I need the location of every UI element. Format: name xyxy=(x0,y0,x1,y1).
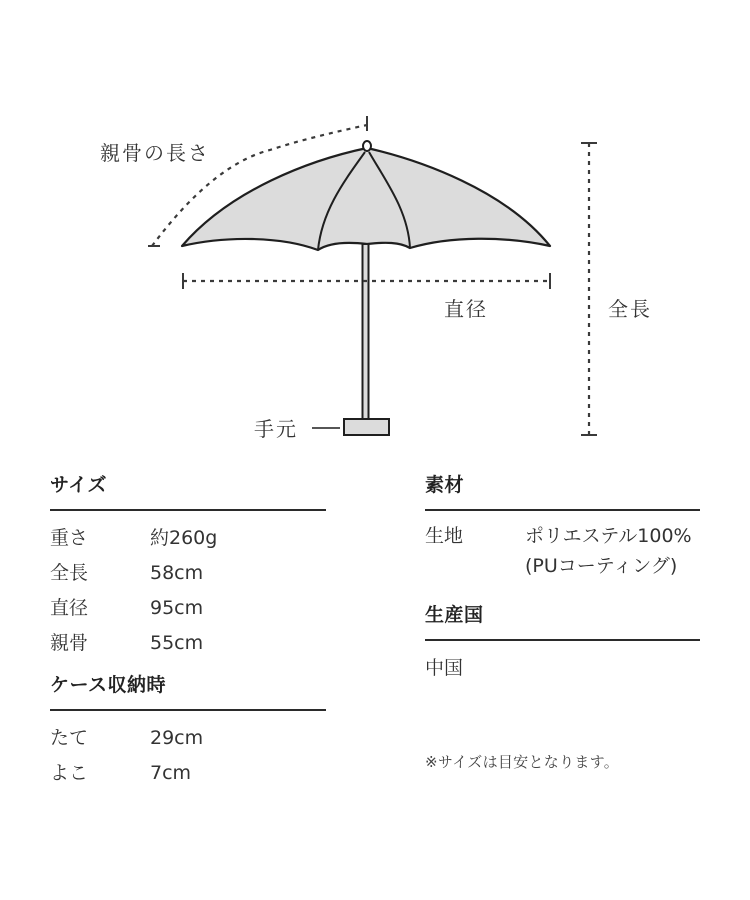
spec-value: 約260g xyxy=(150,527,218,549)
rib-length-label: 親骨の長さ xyxy=(100,141,210,165)
spec-value: 55cm xyxy=(150,632,204,654)
umbrella-shaft xyxy=(363,244,369,420)
spec-key: たて xyxy=(50,727,89,749)
case-section xyxy=(50,670,326,791)
size-section xyxy=(50,470,326,661)
fabric-value-line1: ポリエステル100% xyxy=(525,525,692,547)
fabric-value-line2: (PUコーティング) xyxy=(525,555,678,577)
spec-value: 95cm xyxy=(150,597,204,619)
spec-row-rib xyxy=(50,626,326,661)
case-section-title: ケース収納時 xyxy=(50,670,326,711)
umbrella-handle xyxy=(344,419,389,435)
spec-row-weight xyxy=(50,521,326,556)
spec-key: よこ xyxy=(50,762,89,784)
spec-key: 直径 xyxy=(50,597,89,619)
spec-key: 親骨 xyxy=(50,632,89,654)
spec-row-fabric xyxy=(425,521,700,581)
spec-row-origin xyxy=(425,651,700,686)
spec-row-case-width xyxy=(50,756,326,791)
material-section xyxy=(425,470,700,581)
spec-value xyxy=(525,521,700,581)
origin-section xyxy=(425,600,700,686)
diameter-label: 直径 xyxy=(444,297,488,321)
umbrella-tip xyxy=(363,141,371,151)
size-note: ※サイズは目安となります。 xyxy=(425,753,620,771)
spec-row-total-length xyxy=(50,556,326,591)
spec-value: 29cm xyxy=(150,727,204,749)
handle-label: 手元 xyxy=(254,417,298,441)
material-section-title: 素材 xyxy=(425,470,700,511)
spec-value: 58cm xyxy=(150,562,204,584)
origin-section-title: 生産国 xyxy=(425,600,700,641)
spec-key: 生地 xyxy=(425,525,464,547)
spec-row-case-height xyxy=(50,721,326,756)
origin-value: 中国 xyxy=(425,657,464,679)
size-section-title: サイズ xyxy=(50,470,326,511)
spec-value: 7cm xyxy=(150,762,192,784)
spec-row-diameter xyxy=(50,591,326,626)
total-length-label: 全長 xyxy=(608,297,652,321)
spec-key: 全長 xyxy=(50,562,89,584)
spec-key: 重さ xyxy=(50,527,89,549)
